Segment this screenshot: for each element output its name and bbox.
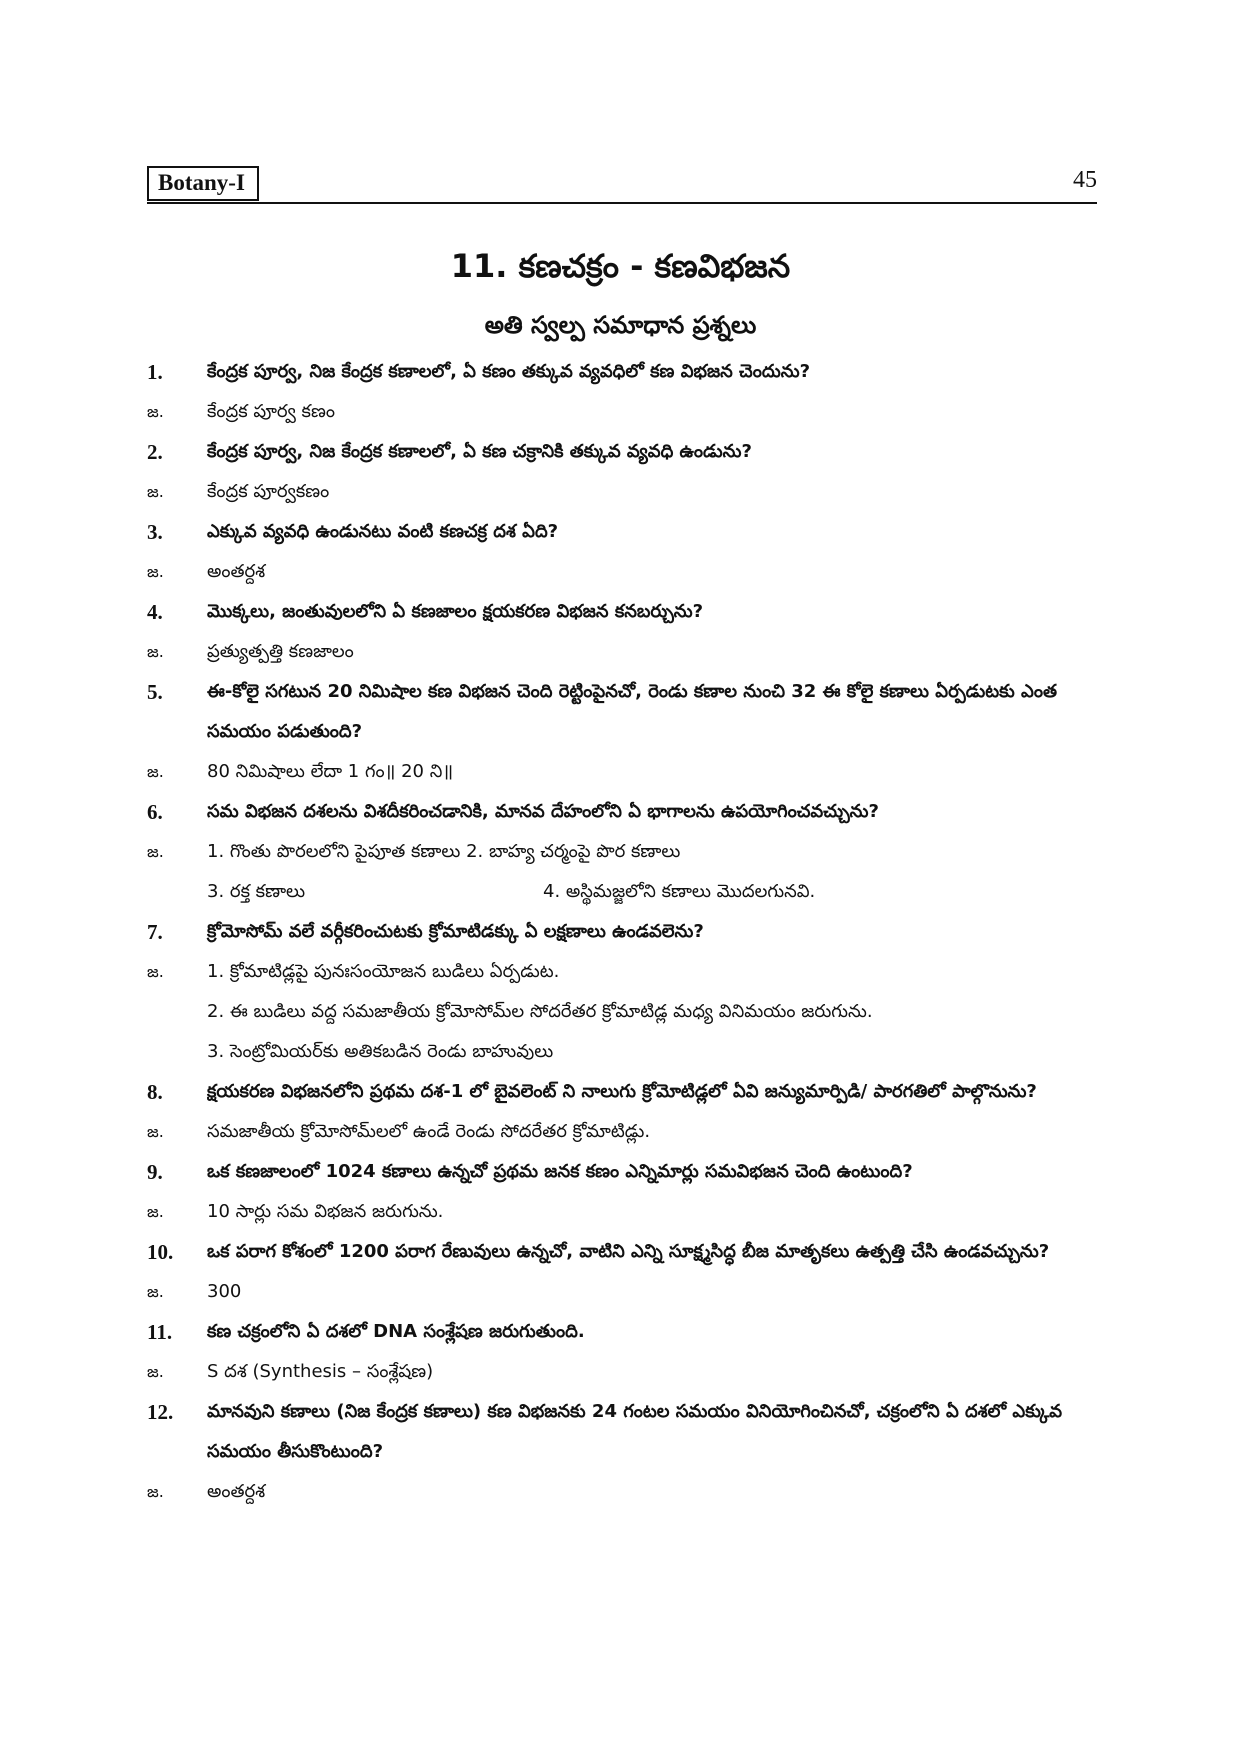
section-title: అతి స్వల్ప సమాధాన ప్రశ్నలు — [484, 311, 757, 339]
answer-row — [147, 1192, 1097, 1232]
answer-text: 1. క్రోమాటిడ్లపై పునఃసంయోజన బుడిలు ఏర్పడుట. — [207, 961, 560, 982]
question-row — [147, 1072, 1097, 1112]
answer-row — [147, 1472, 1097, 1512]
answer-text: ప్రత్యుత్పత్తి కణజాలం — [207, 641, 354, 662]
answer-text: 10 సార్లు సమ విభజన జరుగును. — [207, 1201, 444, 1222]
answer-text: 2. ఈ బుడిలు వద్ద సమజాతీయ క్రోమోసోమ్‌ల సోదరేతర క్రోమాటిడ్ల మధ్య వినిమయం జరుగును. — [207, 1001, 873, 1022]
question-number: 1. — [147, 360, 163, 384]
question-number: 6. — [147, 800, 163, 824]
answer-label: జ. — [147, 1282, 164, 1301]
question-number: 2. — [147, 440, 163, 464]
answer-label: జ. — [147, 642, 164, 661]
page-number: 45 — [1073, 167, 1097, 193]
question-row — [147, 912, 1097, 952]
answer-row — [147, 1112, 1097, 1152]
answer-row — [147, 552, 1097, 592]
answer-row — [147, 1352, 1097, 1392]
question-text: కణ చక్రంలోని ఏ దశలో DNA సంశ్లేషణ జరుగుతుంది. — [207, 1321, 585, 1342]
answer-label: జ. — [147, 402, 164, 421]
question-number: 12. — [147, 1400, 174, 1424]
question-row — [147, 512, 1097, 552]
answer-text: S దశ (Synthesis – సంశ్లేషణ) — [207, 1361, 434, 1382]
question-row — [147, 1152, 1097, 1192]
answer-text: 4. అస్థిమజ్జలోని కణాలు మొదలగునవి. — [543, 881, 816, 902]
answer-text: కేంద్రక పూర్వకణం — [207, 481, 330, 502]
question-text: సమ విభజన దశలను విశదీకరించడానికి, మానవ దేహంలోని ఏ భాగాలను ఉపయోగించవచ్చును? — [207, 801, 879, 822]
question-row — [147, 432, 1097, 472]
answer-label: జ. — [147, 1202, 164, 1221]
subject-label: Botany-I — [147, 166, 259, 201]
question-row — [147, 1232, 1097, 1272]
answer-text: 1. గొంతు పొరలలోని పైపూత కణాలు 2. బాహ్య చర్మంపై పొర కణాలు — [207, 841, 681, 862]
answer-text: 80 నిమిషాలు లేదా 1 గం॥ 20 ని॥ — [207, 761, 454, 782]
question-text: కేంద్రక పూర్వ, నిజ కేంద్రక కణాలలో, ఏ కణం తక్కువ వ్యవధిలో కణ విభజన చెందును? — [207, 361, 811, 382]
question-text: ఈ-కోలై సగటున 20 నిమిషాల కణ విభజన చెంది రెట్టింపైనచో, రెండు కణాల నుంచి 32 ఈ కోలై కణాలు ఏర్పడుటకు ఎంత సమయం పడుతుంది? — [207, 681, 1057, 742]
question-number: 3. — [147, 520, 163, 544]
question-text: ఎక్కువ వ్యవధి ఉండునటు వంటి కణచక్ర దశ ఏది? — [207, 521, 559, 542]
question-text: మానవుని కణాలు (నిజ కేంద్రక కణాలు) కణ విభజనకు 24 గంటల సమయం వినియోగించినచో, చక్రంలోని ఏ దశలో ఎక్కువ సమయం తీసుకొంటుంది? — [207, 1401, 1063, 1462]
question-number: 10. — [147, 1240, 174, 1264]
question-text: క్రోమోసోమ్ వలే వర్గీకరించుటకు క్రోమాటిడక్కు ఏ లక్షణాలు ఉండవలెను? — [207, 921, 704, 942]
question-text: కేంద్రక పూర్వ, నిజ కేంద్రక కణాలలో, ఏ కణ చక్రానికి తక్కువ వ్యవధి ఉండును? — [207, 441, 752, 462]
answer-text: 3. సెంట్రోమియర్‌కు అతికబడిన రెండు బాహువులు — [207, 1041, 554, 1062]
question-number: 9. — [147, 1160, 163, 1184]
qa-list — [147, 352, 1097, 1512]
answer-label: జ. — [147, 562, 164, 581]
question-row — [147, 792, 1097, 832]
answer-label: జ. — [147, 962, 164, 981]
question-number: 7. — [147, 920, 163, 944]
answer-row — [147, 392, 1097, 432]
chapter-title: 11. కణచక్రం - కణవిభజన — [450, 247, 791, 285]
answer-row — [147, 472, 1097, 512]
answer-text: అంతర్దశ — [207, 1481, 266, 1502]
answer-label: జ. — [147, 482, 164, 501]
question-text: ఒక పరాగ కోశంలో 1200 పరాగ రేణువులు ఉన్నచో, వాటిని ఎన్ని సూక్ష్మసిద్ధ బీజ మాతృకలు ఉత్పత్తి చేసి ఉండవచ్చును? — [207, 1241, 1050, 1262]
question-row — [147, 352, 1097, 392]
answer-text: 3. రక్త కణాలు — [207, 881, 306, 902]
answer-text: సమజాతీయ క్రోమోసోమ్‌లలో ఉండే రెండు సోదరేతర క్రోమాటిడ్లు. — [207, 1121, 651, 1142]
question-row — [147, 592, 1097, 632]
question-text: క్షయకరణ విభజనలోని ప్రథమ దశ-1 లో బైవలెంట్ ని నాలుగు క్రోమోటిడ్లలో ఏవి జన్యుమార్పిడి/ పారగతిలో పాల్గొనును? — [207, 1081, 1037, 1102]
answer-label: జ. — [147, 1362, 164, 1381]
answer-row — [147, 752, 1097, 792]
question-row — [147, 1312, 1097, 1352]
answer-two-column — [207, 872, 1097, 912]
answer-text: కేంద్రక పూర్వ కణం — [207, 401, 335, 422]
question-number: 11. — [147, 1320, 173, 1344]
answer-label: జ. — [147, 842, 164, 861]
answer-row — [147, 632, 1097, 672]
answer-label: జ. — [147, 762, 164, 781]
question-number: 5. — [147, 680, 163, 704]
question-number: 8. — [147, 1080, 163, 1104]
answer-row — [147, 952, 1097, 1072]
answer-row — [147, 1272, 1097, 1312]
answer-row — [147, 832, 1097, 912]
answer-text: అంతర్దశ — [207, 561, 266, 582]
question-text: మొక్కలు, జంతువులలోని ఏ కణజాలం క్షయకరణ విభజన కనబర్చును? — [207, 601, 704, 622]
question-number: 4. — [147, 600, 163, 624]
answer-text: 300 — [207, 1281, 242, 1302]
question-row — [147, 1392, 1097, 1472]
question-text: ఒక కణజాలంలో 1024 కణాలు ఉన్నచో ప్రథమ జనక కణం ఎన్నిమార్లు సమవిభజన చెంది ఉంటుంది? — [207, 1161, 913, 1182]
answer-label: జ. — [147, 1482, 164, 1501]
question-row — [147, 672, 1097, 752]
answer-label: జ. — [147, 1122, 164, 1141]
page-header — [147, 166, 1097, 204]
